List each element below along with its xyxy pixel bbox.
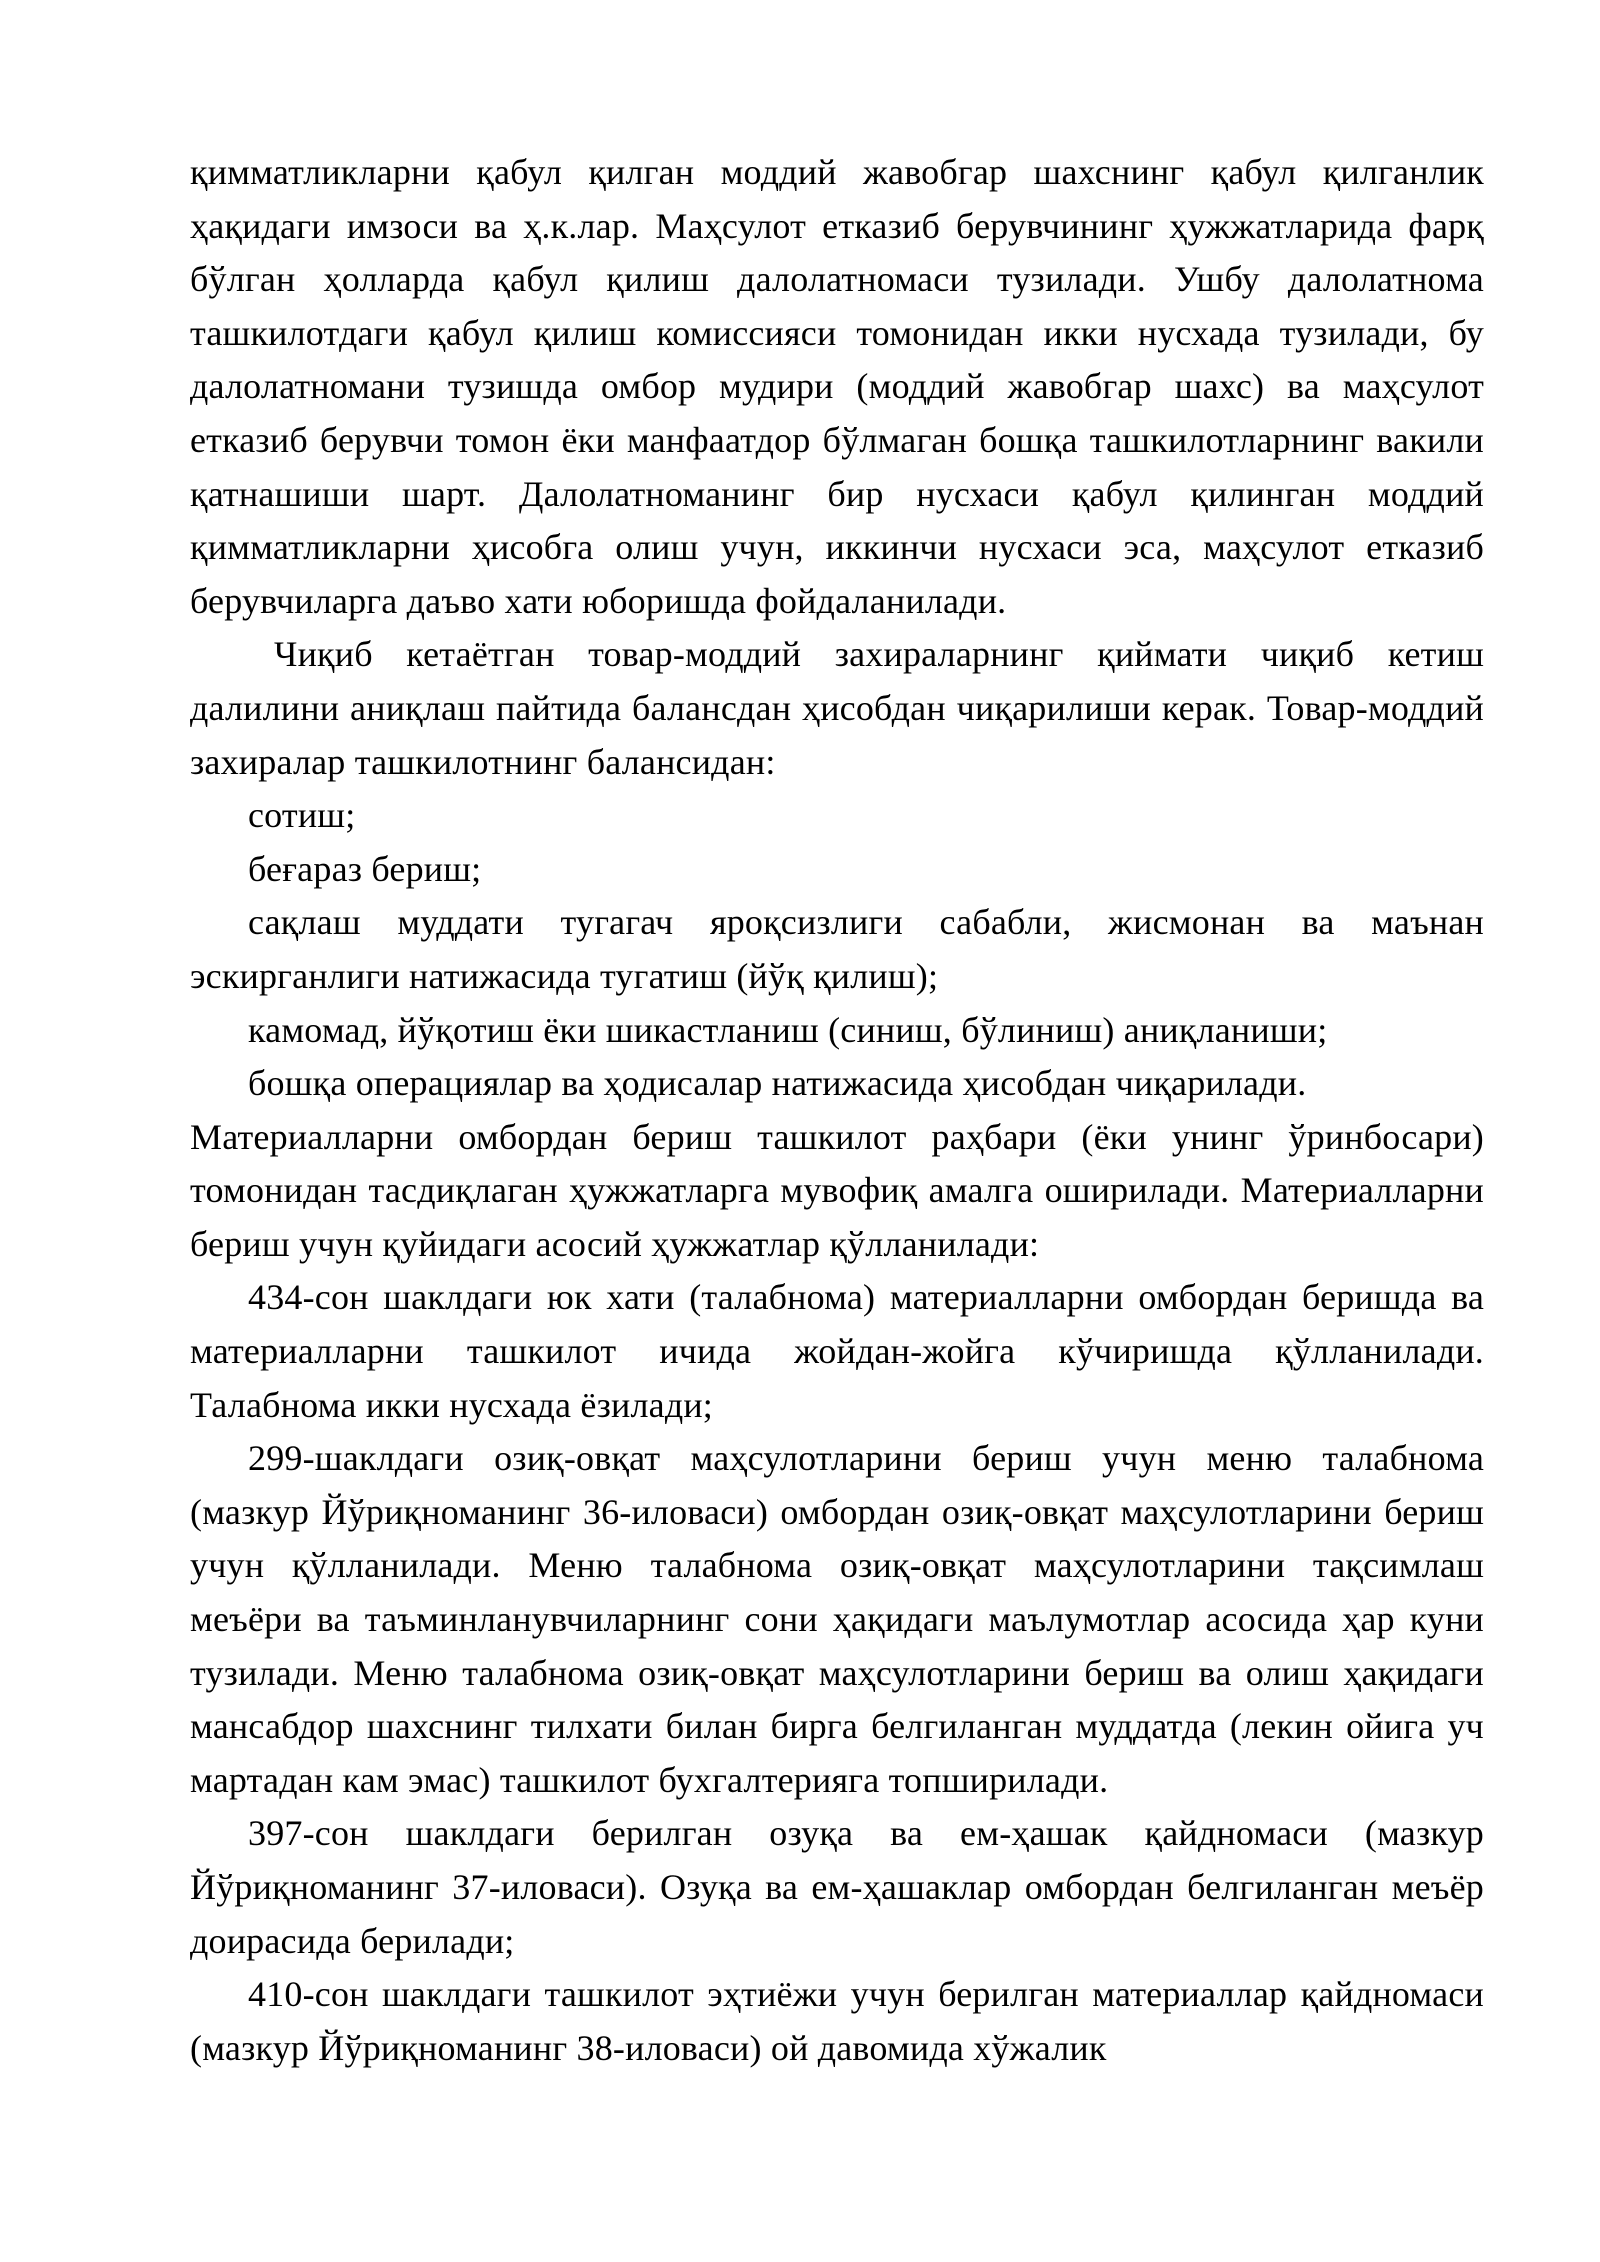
paragraph-9-form-434: 434-сон шаклдаги юк хати (талабнома) материалларни омбордан беришда ва материалларни ташкилот ичида жойдан-жойга кўчиришда қўлланилади. Талабнома икки нусхада ёзилади; <box>190 1277 1484 1425</box>
paragraph-10-form-299: 299-шаклдаги озиқ-овқат маҳсулотларини бериш учун меню талабнома (мазкур Йўриқноманинг 36-иловаси) омбордан озиқ-овқат маҳсулотларини бериш учун қўлланилади. Меню талабнома озиқ-овқат маҳсулотларини тақсимлаш меъёри ва таъминланувчиларнинг сони ҳақидаги маълумотлар асосида ҳар куни тузилади. Меню талабнома озиқ-овқат маҳсулотларини бериш ва олиш ҳақидаги мансабдор шахснинг тилхати билан бирга белгиланган муддатда (лекин ойига уч мартадан кам эмас) ташкилот бухгалтерияга топширилади. <box>190 1438 1484 1800</box>
paragraph-1: қимматликларни қабул қилган моддий жавобгар шахснинг қабул қилганлик ҳақидаги имзоси ва ҳ.к.лар. Маҳсулот етказиб берувчининг ҳужжатларида фарқ бўлган ҳолларда қабул қилиш далолатномаси тузилади. Ушбу далолатнома ташкилотдаги қабул қилиш комиссияси томонидан икки нусхада тузилади, бу далолатномани тузишда омбор мудири (моддий жавобгар шахс) ва маҳсулот етказиб берувчи томон ёки манфаатдор бўлмаган бошқа ташкилотларнинг вакили қатнашиши шарт. Далолатноманинг бир нусхаси қабул қилинган моддий қимматликларни ҳисобга олиш учун, иккинчи нусхаси эса, маҳсулот етказиб берувчиларга даъво хати юборишда фойдаланилади. <box>190 152 1484 621</box>
paragraph-8: Материалларни омбордан бериш ташкилот раҳбари (ёки унинг ўринбосари) томонидан тасдиқлаган ҳужжатларга мувофиқ амалга оширилади. Материалларни бериш учун қуйидаги асосий ҳужжатлар қўлланилади: <box>190 1116 1484 1264</box>
paragraph-3-list-item: сотиш; <box>248 795 356 836</box>
document-text-block <box>190 146 1484 2075</box>
paragraph-5-list-item: сақлаш муддати тугагач яроқсизлиги сабабли, жисмонан ва маънан эскирганлиги натижасида тугатиш (йўқ қилиш); <box>190 902 1484 996</box>
paragraph-2: Чиқиб кетаётган товар-моддий захираларнинг қиймати чиқиб кетиш далилини аниқлаш пайтида балансдан ҳисобдан чиқарилиши керак. Товар-моддий захиралар ташкилотнинг балансидан: <box>190 634 1484 782</box>
paragraph-12-form-410: 410-сон шаклдаги ташкилот эҳтиёжи учун берилган материаллар қайдномаси (мазкур Йўриқноманинг 38-иловаси) ой давомида хўжалик <box>190 1974 1484 2068</box>
paragraph-6-list-item: камомад, йўқотиш ёки шикастланиш (синиш, бўлиниш) аниқланиши; <box>248 1009 1328 1050</box>
paragraph-7-list-item: бошқа операциялар ва ҳодисалар натижасида ҳисобдан чиқарилади. <box>248 1063 1307 1104</box>
paragraph-4-list-item: беғараз бериш; <box>248 848 482 889</box>
paragraph-11-form-397: 397-сон шаклдаги берилган озуқа ва ем-ҳашак қайдномаси (мазкур Йўриқноманинг 37-иловаси). Озуқа ва ем-ҳашаклар омбордан белгиланган меъёр доирасида берилади; <box>190 1813 1484 1961</box>
